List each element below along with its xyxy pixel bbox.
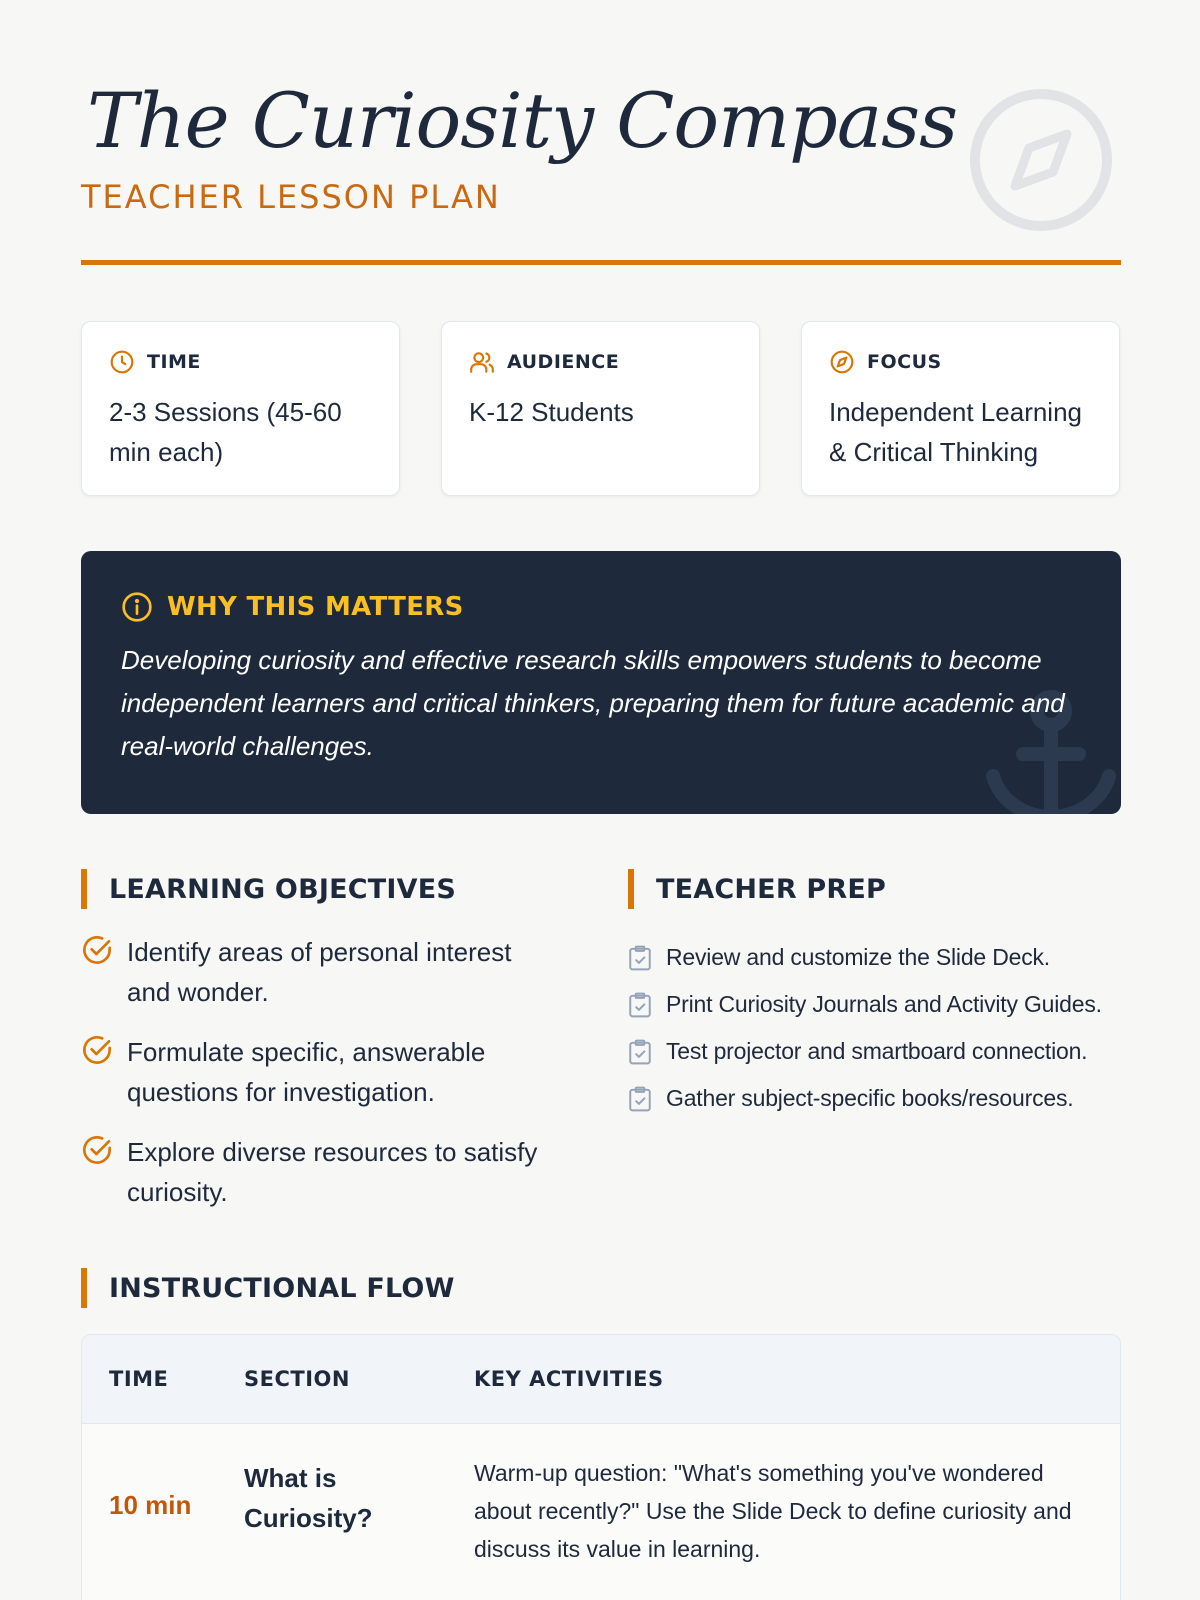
prep-text: Review and customize the Slide Deck. <box>666 944 1050 970</box>
instructional-flow-table <box>81 1334 1121 1600</box>
learning-objectives-heading: LEARNING OBJECTIVES <box>81 869 456 909</box>
card-value: Independent Learning & Critical Thinking <box>829 397 1083 467</box>
row-section: What is Curiosity? <box>244 1463 373 1533</box>
page-title: The Curiosity Compass <box>87 76 958 165</box>
clipboard-check-icon <box>628 1039 652 1065</box>
card-label: FOCUS <box>867 351 942 373</box>
column-header-time: TIME <box>109 1367 169 1391</box>
teacher-prep-heading: TEACHER PREP <box>628 869 886 909</box>
card-label: TIME <box>147 351 201 373</box>
card-value: K-12 Students <box>469 397 634 427</box>
row-time: 10 min <box>109 1490 192 1520</box>
objective-text: Formulate specific, answerable questions for investigation. <box>127 1037 486 1107</box>
check-circle-icon <box>81 934 113 966</box>
check-circle-icon <box>81 1134 113 1166</box>
users-icon <box>469 349 495 375</box>
info-card-focus <box>801 321 1120 496</box>
list-item <box>628 934 1128 981</box>
list-item <box>628 1028 1128 1075</box>
why-body: Developing curiosity and effective research skills empowers students to become independent learners and critical thinkers, preparing them for future academic and real-world challenges. <box>121 645 1065 761</box>
compass-icon <box>967 86 1115 234</box>
table-row <box>82 1424 1120 1594</box>
learning-objectives-list <box>81 932 561 1232</box>
clock-icon <box>109 349 135 375</box>
card-value: 2-3 Sessions (45-60 min each) <box>109 397 342 467</box>
clipboard-check-icon <box>628 945 652 971</box>
compass-icon <box>829 349 855 375</box>
why-title: WHY THIS MATTERS <box>167 592 464 622</box>
why-this-matters-panel <box>81 551 1121 814</box>
clipboard-check-icon <box>628 1086 652 1112</box>
column-header-section: SECTION <box>244 1367 350 1391</box>
objective-text: Identify areas of personal interest and wonder. <box>127 937 512 1007</box>
column-header-activities: KEY ACTIVITIES <box>474 1367 664 1391</box>
prep-text: Print Curiosity Journals and Activity Guides. <box>666 991 1102 1017</box>
info-card-time <box>81 321 400 496</box>
row-activities: Warm-up question: "What's something you've wondered about recently?" Use the Slide Deck to define curiosity and discuss its value in learning. <box>474 1460 1072 1562</box>
clipboard-check-icon <box>628 992 652 1018</box>
list-item <box>628 981 1128 1028</box>
teacher-prep-list <box>628 934 1128 1122</box>
header-divider <box>81 260 1121 265</box>
table-header <box>82 1335 1120 1424</box>
page-subtitle: TEACHER LESSON PLAN <box>81 178 501 216</box>
prep-text: Gather subject-specific books/resources. <box>666 1085 1074 1111</box>
list-item <box>81 932 561 1012</box>
info-card-audience <box>441 321 760 496</box>
card-label: AUDIENCE <box>507 351 620 373</box>
objective-text: Explore diverse resources to satisfy curiosity. <box>127 1137 538 1207</box>
instructional-flow-heading: INSTRUCTIONAL FLOW <box>81 1268 455 1308</box>
info-icon <box>121 591 153 623</box>
prep-text: Test projector and smartboard connection. <box>666 1038 1088 1064</box>
list-item <box>628 1075 1128 1122</box>
list-item <box>81 1132 561 1212</box>
check-circle-icon <box>81 1034 113 1066</box>
list-item <box>81 1032 561 1112</box>
